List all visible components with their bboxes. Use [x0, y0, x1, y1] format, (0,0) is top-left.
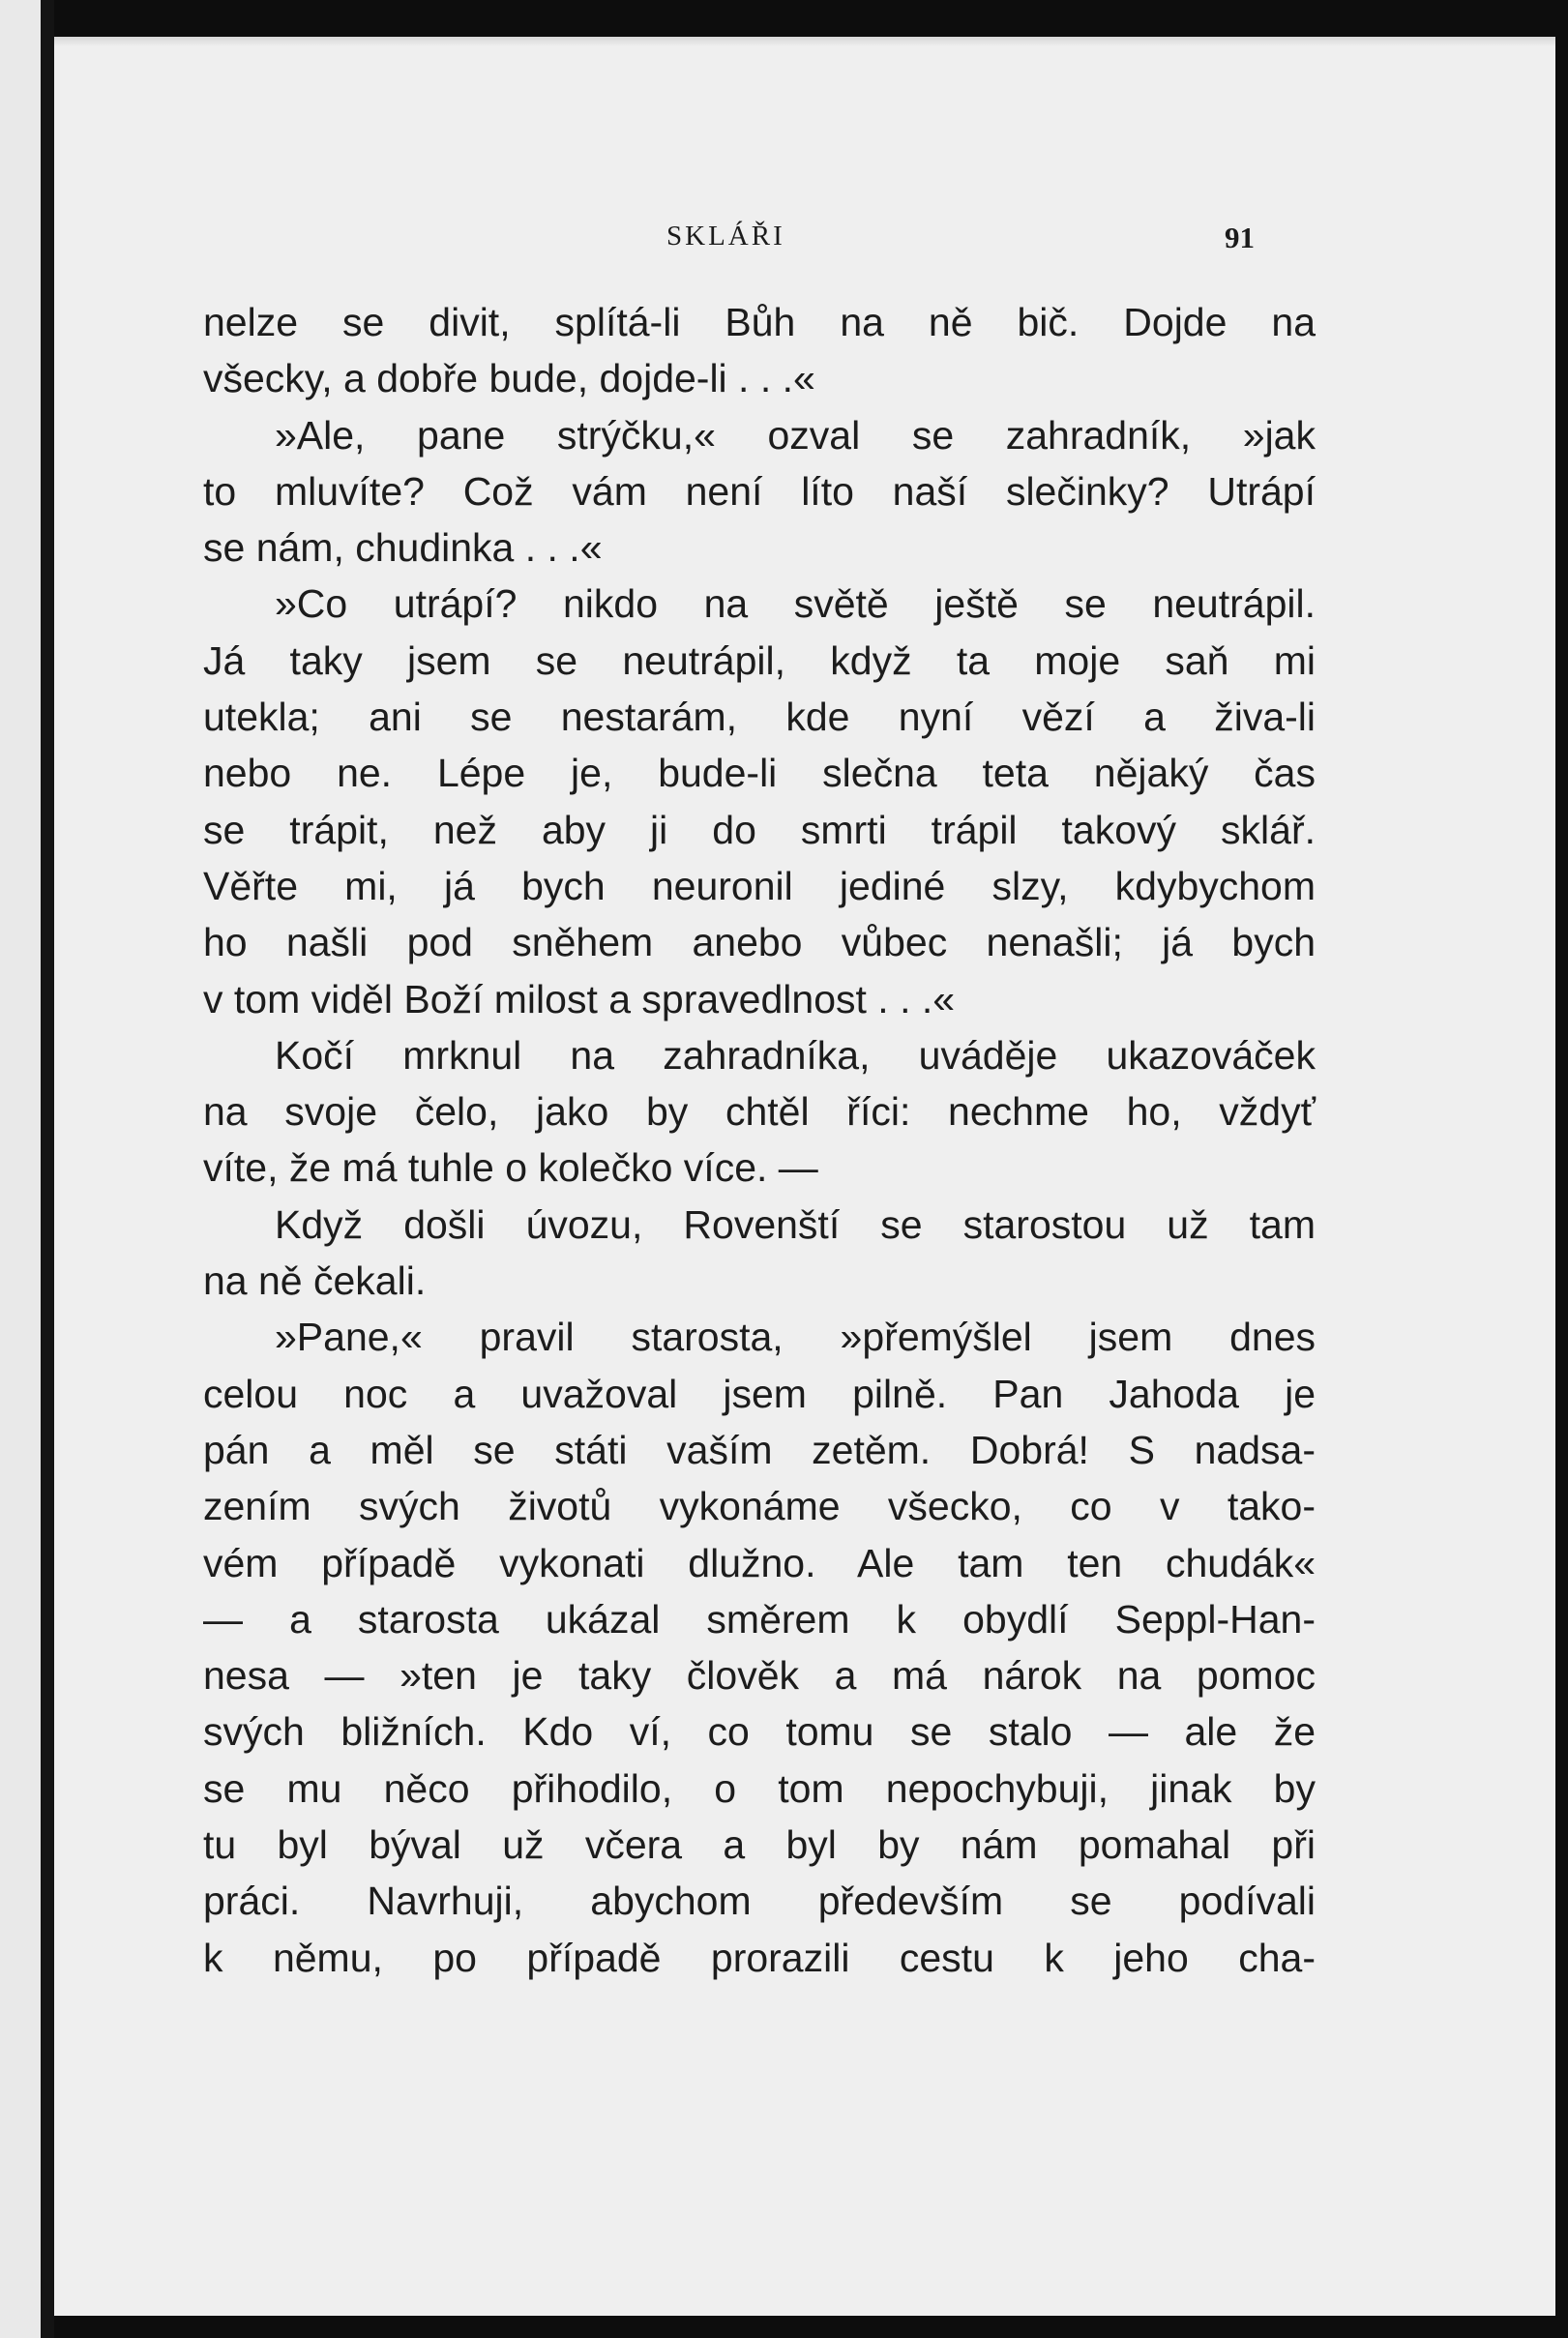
- text-line: na svoje čelo, jako by chtěl říci: nechme ho, vždyť: [203, 1089, 1316, 1135]
- text-line: Kočí mrknul na zahradníka, uváděje ukazováček: [275, 1032, 1316, 1078]
- text-line: se trápit, než aby ji do smrti trápil takový sklář.: [203, 807, 1316, 852]
- text-line: Já taky jsem se neutrápil, když ta moje saň mi: [203, 637, 1316, 683]
- text-line: nesa — »ten je taky člověk a má nárok na pomoc: [203, 1653, 1316, 1699]
- text-line: víte, že má tuhle o kolečko více. —: [203, 1145, 818, 1191]
- text-line: na ně čekali.: [203, 1258, 427, 1304]
- text-line: Když došli úvozu, Rovenští se starostou už tam: [275, 1201, 1316, 1247]
- text-line: »Ale, pane strýčku,« ozval se zahradník, »jak: [275, 412, 1316, 458]
- text-line: ho našli pod sněhem anebo vůbec nenašli; já bych: [203, 920, 1316, 965]
- book-page: [54, 37, 1555, 2316]
- text-line: nebo ne. Lépe je, bude-li slečna teta nějaký čas: [203, 751, 1316, 796]
- text-line: se mu něco přihodilo, o tom nepochybuji, jinak by: [203, 1765, 1316, 1811]
- text-line: »Pane,« pravil starosta, »přemýšlel jsem dnes: [275, 1315, 1316, 1360]
- text-line: zením svých životů vykonáme všecko, co v tako-: [203, 1484, 1316, 1529]
- text-line: nelze se divit, splítá-li Bůh na ně bič. Dojde na: [203, 300, 1316, 344]
- adjacent-page-edge: [0, 0, 41, 2338]
- text-line: Věřte mi, já bych neuronil jediné slzy, kdybychom: [203, 863, 1316, 908]
- text-line: pán a měl se státi vaším zetěm. Dobrá! S nadsa-: [203, 1427, 1316, 1472]
- text-line: práci. Navrhuji, abychom především se podívali: [203, 1879, 1316, 1924]
- text-line: všecky, a dobře bude, dojde-li . . .«: [203, 356, 815, 401]
- text-line: to mluvíte? Což vám není líto naší slečinky? Utrápí: [203, 468, 1316, 514]
- body-text: [203, 294, 1316, 1986]
- book-gutter: [41, 0, 54, 2338]
- page-number: 91: [1225, 221, 1255, 254]
- text-line: — a starosta ukázal směrem k obydlí Seppl-Han-: [203, 1596, 1316, 1642]
- running-head: SKLÁŘI: [666, 221, 785, 252]
- text-line: vém případě vykonati dlužno. Ale tam ten chudák«: [203, 1540, 1316, 1585]
- text-line: celou noc a uvažoval jsem pilně. Pan Jahoda je: [203, 1371, 1316, 1416]
- text-line: utekla; ani se nestarám, kde nyní vězí a živa-li: [203, 695, 1316, 740]
- text-line: svých bližních. Kdo ví, co tomu se stalo — ale že: [203, 1709, 1316, 1755]
- text-line: v tom viděl Boží milost a spravedlnost . . .«: [203, 976, 956, 1021]
- text-line: k němu, po případě prorazili cestu k jeho cha-: [203, 1935, 1316, 1980]
- text-line: tu byl býval už včera a byl by nám pomahal při: [203, 1822, 1316, 1868]
- text-line: se nám, chudinka . . .«: [203, 525, 603, 571]
- text-line: »Co utrápí? nikdo na světě ještě se neutrápil.: [275, 581, 1316, 627]
